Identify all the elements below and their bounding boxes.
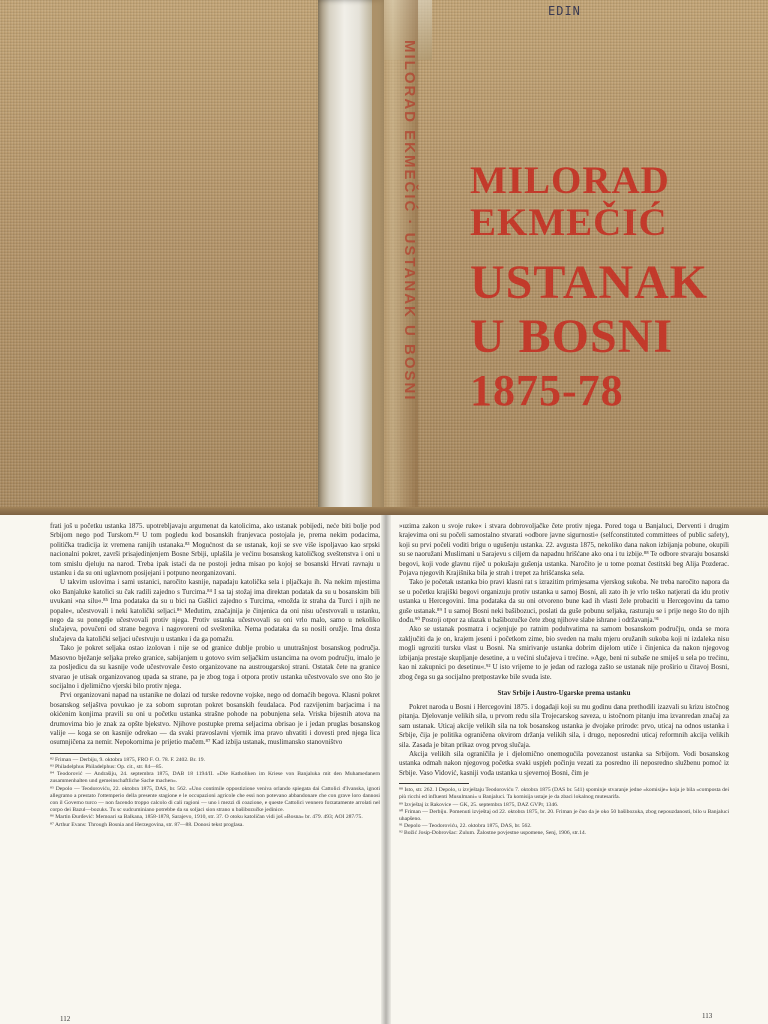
section-heading: Stav Srbije i Austro-Ugarske prema ustanku xyxy=(497,688,631,697)
footnote-89: ⁸⁹ Izvještaj iz Rakovice — GK, 25. septembra 1875, DAZ GVPr, 1346. xyxy=(399,801,559,808)
footnote-91: ⁹¹ Depolo — Teodoroviću, 22. oktobra 1875, DAS, br. 562. xyxy=(399,823,532,830)
footnote-rule xyxy=(50,753,120,754)
right-paragraph-2: Tako je početak ustanka bio pravi klasni rat s izrazitim primjesama vjerskog sukoba. Ne treba naročito napora da se u početku krajiški begovi organizuju protiv ustanka u samoj Bosni, ali zato ih je vrlo teško natjerati da idu protiv ustanka u Hercegovini. Ima podataka da su oni otvoreno bune kad ih vlasti žele probaciti u Hercegovinu da tamo guše ustanak.⁸⁹ I u samoj Bosni neki bašibozuci, poslati da guše pobunu seljaka, rasturaju se i prije nego što do njih dođu.⁹⁰ Postoji otpor za ulazak u bašibozučke čete zbog njihove slabe ishrane i održavanja.⁹¹ xyxy=(399,578,729,625)
spine-title: MILORAD EKMEČIĆ · USTANAK U BOSNI xyxy=(401,40,418,402)
right-paragraph-4: Pokret naroda u Bosni i Hercegovini 1875. i događaji koji su mu godinu dana prethodili izazvali su krizu istočnog pitanja. Djelovanje velikih sila, u prvom redu sila Trojecarskog saveza, u istočnom pitanju ima izvanredan značaj za sam ustanak. Uticaj akcije velikih sila na tok bosanskog ustanka je dvojake prirode: prvo, uticaj na odnos ustanka i Srbije, čija je politika ograničena okvirom držanja velikih sila, i drugo, neposredni uticaj reformnih akcija velikih sila. Zasada je bitan prikaz ovog prvog slučaja. xyxy=(399,702,729,749)
footnote-83: ⁸³ Philadelphus Philadelphus: Op. cit., str. 84—85. xyxy=(50,763,163,770)
cover-lettering xyxy=(470,160,750,416)
footnote-92: ⁹² Božić Josip-Dobrovšac: Zulum. Žalostne povjestne uspomene, Senj, 1906, str.14. xyxy=(399,830,587,837)
footnote-88: ⁸⁸ Isto, str. 262. I Depolo, u izvještaju Teodoroviću 7. oktobra 1875 (DAS br. 541) spominje stvaranje jedne »komisije« koja je bila »composta dei più ricchi ed influenti Musulmani« u Banjaluci. Ta komisija ustaje je da zbaci lokalnog mutesarifa. xyxy=(399,787,729,801)
footnote-84: ⁸⁴ Teodorović — Andrašiju, 24. septembra 1875, DAB 18 1194/II. »Die Katholiken im Kriese von Banjaluka mit den Muhamedanern zusammenhalten und gemeinschaftliche Sache machen«. xyxy=(50,771,380,785)
page-number-left: 112 xyxy=(60,1015,71,1023)
book-gutter xyxy=(381,515,391,1024)
footnote-85: ⁸⁵ Depolo — Teodoroviću, 22. oktobra 1875, DAS, br. 562. »Uno contimile oppostizione veniva orlando spiegata dai Cattolici d'Ivanska, ignoti allegramo a prestato l'ottemperio della presente stagione e le occupazioni agricole che essi non potevano abbandonare che con grave loro dannosi con il Governo turco — non facendo troppo calcolo di cali ragioni — uno i mezzi di coazione, e queste Cattolici vennero forzatamente arrolati nel corpo dei Bazul—bozuks. Tu sc sudcuminiano potrebbe da su soljaci sion strano u bašibozučke jedinice. xyxy=(50,785,380,814)
footnote-82: ⁸² Friman — Derbiju, 9. oktobra 1875, FRO F. O. 78. F. 2402. Br. 19. xyxy=(50,756,206,763)
right-paragraph-1: »uzima zakon u svoje ruke« i stvara dobrovoljačke čete protiv njega. Pored toga u Banjaluci, Derventi i drugim krajevima oni su počeli samostalno stvarati »odbore javne sigurnosti« (selfconstituted committees of public safety), koji su prvi počeli voditi brigu o ugušenju ustanka. 22. avgusta 1875, nekoliko dana nakon izbijanja pobune, okupili su se naoružani Muslimani u Sarajevu s ciljem da napadnu hrišćane ako ona i tu izbije.⁸⁸ Te odbore stvaraju bosanski begovi, koji vode glavnu riječ u pokušaju gušenja ustanka. Naročito je u tome poznat čestitski beg Alija Pozderac. Pojava njegovih Krajišnika bila je strah i trepet za hrišćanska sela. xyxy=(399,522,729,578)
left-paragraph-3: Tako je pokret seljaka ostao izolovan i nije se od granice dublje probio u unutrašnjost bosanskog područja. Masovno bježanje seljaka preko granice, sabijanjem u gotovo svim seljačkim ustancima na ovom području, imalo je za posljedicu da su kasnije vođe učestvovale često organizovane na austrougarskoj strani. Ostatak čete na granice stvarao je utisak organizovanog upada sa strane, pa je zbog toga i otpora protiv ustanka učestvovalo sve ono što je socijalno i djelimično vjerski bilo protiv njega. xyxy=(50,644,380,690)
left-paragraph-4: Prvi organizovani napad na ustanike ne dolazi od turske redovne vojske, nego od domaćih begova. Klasni pokret bosanskog seljaštva povukao je za sobom suprotan pokret bosanskih feudalaca. Pod razvijenim barjacima i na okićenim konjima pravili su oni u početku ustanka strašne pohode na pobunjena sela. Vriska bijesnih atova na drumovima bio je znak za opšte bjekstvo. Njihove postupke prema seljacima obrisao je i jedan pruglas bosanskog valije — koga se on kasnije odrekao — da svaki pravoslavni vjernik ima pravo uhvatiti i dovesti pred njega lica osumnjičena za nemir. Nepokornima je prijetio mačem.⁸⁷ Kad izbija ustanak, muslimansko stanovništvo xyxy=(50,691,380,747)
book-title-years: 1875-78 xyxy=(470,366,624,415)
right-paragraph-5: Akcija velikih sila ograničila je i djelomično onemogućila povezanost ustanka sa Srbijom. Vodi bosanskog ustanka odmah nakon njegovog početka svaki uspjeh počinju vezati za posredno ili neposredno službenu pomoć iz Srbije. Vaso Vidović, kasniji vođa ustanka u sjevernoj Bosni, čim je xyxy=(399,749,729,777)
left-paragraph-2: U takvim uslovima i sami ustanici, naročito kasnije, napadaju katolička sela i pljačkaju ih. Na nekim mjestima oko Banjaluke katolici su čak radili zajedno s Turcima.⁸⁴ I sa taj stožaj ima direktan podatak da su u bosanskim bili uvukani »na silu«.⁸⁵ Ima podataka da su u bici na Gašlici zajedno s Turcima, »možda iz straha da Turci i njih ne popale«, učestvovali i neki katolički seljaci.⁸⁶ Međutim, značajnija je činjenica da oni nisu učestvovali u ustanku, nego da su ponegdje učestvovali protiv njega. Protiv ustanka učestvovali su oni vrlo malo, samo u nekoliko slučajeva, povučeni od strane begova i nagovoreni od sveštenika. Nema podataka da su nosili oružje. Ima dosta slučajeva da katolički seljaci učestvuju u ustanku i da ga pomažu. xyxy=(50,578,380,643)
footnote-rule xyxy=(399,783,469,784)
book-title-line2: U BOSNI xyxy=(470,310,674,363)
author-name-first: MILORAD xyxy=(470,159,670,202)
right-paragraph-3: Ako se ustanak posmatra i ocjenjuje po ratnim poduhvatima na samom bosanskom području, onda se mora zaključiti da je on, krajem jeseni i početkom zime, bio sveden na malu mjeru oružanih sukoba koji ni izdaleka nisu mogli ugroziti tursku vlast u Bosni. Na smirivanje ustanka dobrim dijelom utiče i činjenica da nakon njegovog izbijanja prestaje skupljanje desetine, a u većini slučajeva i trećine. »Age, beni ni subaše ne smiješ u sela po trećinu, kao ni zakupnici po desetinu«.⁹² U isto vrijeme to je jedan od razloga zašto se ustanak nije proširio u čitavoj Bosni, zbog čega su ga socijalno pretpostavke bile svuda iste. xyxy=(399,625,729,681)
left-page xyxy=(50,522,380,1022)
left-paragraph-1: frati još u početku ustanka 1875. upotrebljavaju argumenat da katolicima, ako ustanak pobijedi, neće biti bolje pod Srbijom nego pod Turskom.⁸² U tom pogledu kod bosanskih franjevaca postojala je, prema nekim podacima, politička tradicija iz vremena ranijih ustanaka.⁸³ Mogućnost da se ustanak, koji se sve više ispoljavao kao srpski nacionalni pokret, završi prisajedinjenjem Bosne Srbiji, uplašila je većinu bosanskog katoličkog sveštenstva i oni u tom smislu djeluju na narod. Treba ipak istaći da ne postoji jedna misao po kojoj se bosanski Hrvati ravnaju u ustanku i da su oni uglavnom posijejani i potpuno neorganizovani. xyxy=(50,522,380,578)
footnote-90: ⁹⁰ Friman — Derbiju. Pomenuti izvještaj od 22. oktobra 1875, br. 20. Friman je čuo da je oko 50 bašibozuka, zbog nepouzdanosti, bilo u Banjaluci uhapšeno. xyxy=(399,808,729,822)
handwritten-note: EDIN xyxy=(548,4,581,18)
book-title-line1: USTANAK xyxy=(470,256,709,309)
cover-edge xyxy=(0,507,768,515)
page-number-right: 113 xyxy=(702,1012,713,1020)
right-page xyxy=(399,522,729,1022)
footnote-86: ⁸⁶ Martin Đurđević: Memoari sa Balkana, 1858-1878, Sarajevo, 1910, str. 37. O otoku katoličan vidi još »Bosna« br. 479. 493; AOI 287/75. xyxy=(50,814,363,821)
footnote-87: ⁸⁷ Arthur Evans: Through Bosnia and Herzegovina, str. 87—88. Donosi tekst proglasa. xyxy=(50,821,244,828)
author-name-last: EKMEČIĆ xyxy=(470,201,668,244)
